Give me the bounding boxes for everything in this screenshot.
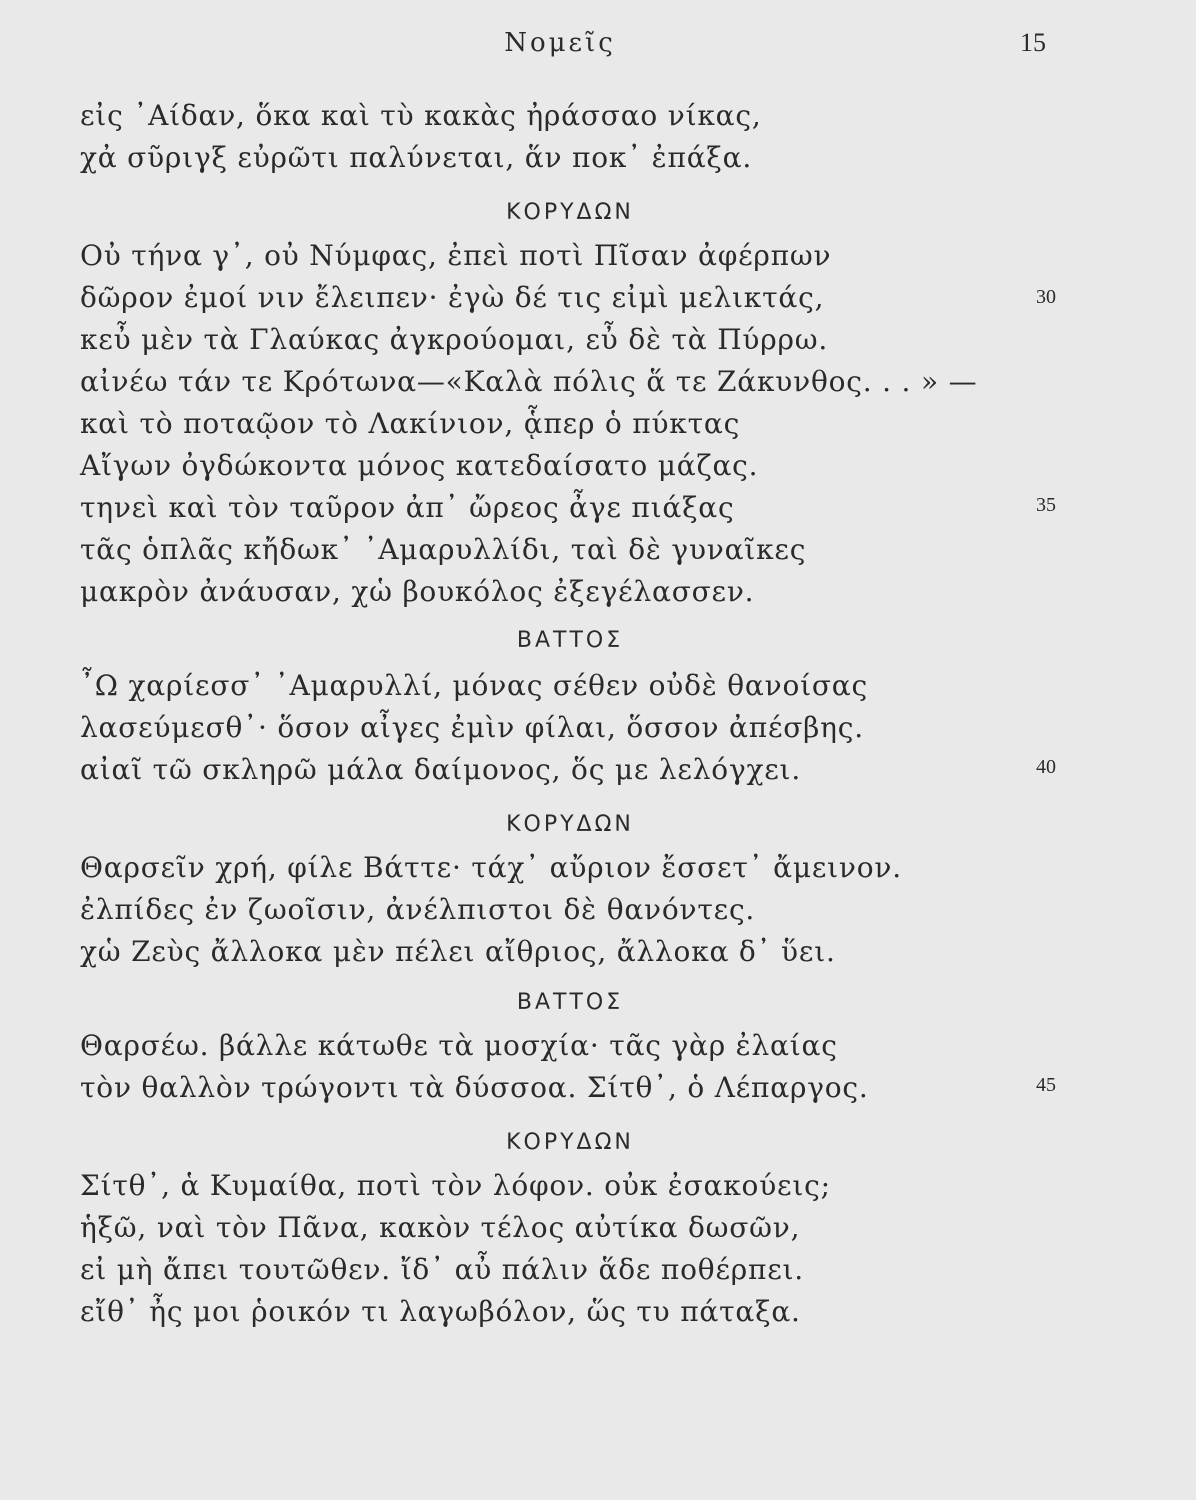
verse-line: Θαρσέω. βάλλε κάτωθε τὰ μοσχία· τᾶς γὰρ ἐλαίας: [80, 1029, 838, 1062]
verse-line: εἰ μὴ ἄπει τουτῶθεν. ἴδ᾿ αὖ πάλιν ἅδε ποθέρπει.: [80, 1253, 804, 1286]
speaker-heading: ΒΑΤΤΟΣ: [516, 990, 624, 1015]
line-number: 45: [1036, 1074, 1056, 1096]
verse-line: εἰς ᾿Αίδαν, ὅκα καὶ τὺ κακὰς ἠράσσαο νίκας,: [80, 99, 762, 132]
verse-line: δῶρον ἐμοί νιν ἔλειπεν· ἐγὼ δέ τις εἰμὶ μελικτάς,: [80, 281, 825, 314]
line-number: 30: [1036, 286, 1056, 308]
verse-line: χὡ Ζεὺς ἄλλοκα μὲν πέλει αἴθριος, ἄλλοκα δ᾿ ὕει.: [80, 935, 836, 968]
line-number: 40: [1036, 756, 1056, 778]
verse-line: ἐλπίδες ἐν ζωοῖσιν, ἀνέλπιστοι δὲ θανόντες.: [80, 893, 756, 926]
verse-line: τᾶς ὁπλᾶς κἤδωκ᾿ ᾿Αμαρυλλίδι, ταὶ δὲ γυναῖκες: [80, 533, 807, 566]
verse-line: κεὖ μὲν τὰ Γλαύκας ἀγκρούομαι, εὖ δὲ τὰ Πύρρω.: [80, 323, 829, 356]
verse-line: Οὐ τήνα γ᾿, οὐ Νύμφας, ἐπεὶ ποτὶ Πῖσαν ἀφέρπων: [80, 239, 832, 272]
verse-line: τὸν θαλλὸν τρώγοντι τὰ δύσσοα. Σίτθ᾿, ὁ Λέπαργος.: [80, 1071, 869, 1104]
verse-line: Σίτθ᾿, ἁ Κυμαίθα, ποτὶ τὸν λόφον. οὐκ ἐσακούεις;: [80, 1169, 831, 1202]
speaker-heading: ΒΑΤΤΟΣ: [516, 628, 624, 653]
verse-line: καὶ τὸ ποταῷον τὸ Λακίνιον, ᾇπερ ὁ πύκτας: [80, 407, 741, 440]
verse-line: τηνεὶ καὶ τὸν ταῦρον ἀπ᾿ ὤρεος ἆγε πιάξας: [80, 491, 735, 524]
speaker-heading: ΚΟΡΥΔΩΝ: [506, 812, 634, 837]
running-title: Νομεῖς: [504, 28, 616, 58]
verse-line: ῏Ω χαρίεσσ᾿ ᾿Αμαρυλλί, μόνας σέθεν οὐδὲ θανοίσας: [80, 669, 869, 702]
verse-line: Αἴγων ὀγδώκοντα μόνος κατεδαίσατο μάζας.: [80, 449, 759, 482]
verse-line: ἡξῶ, ναὶ τὸν Πᾶνα, κακὸν τέλος αὐτίκα δωσῶν,: [80, 1211, 801, 1244]
verse-line: Θαρσεῖν χρή, φίλε Βάττε· τάχ᾿ αὔριον ἔσσετ᾿ ἄμεινον.: [80, 851, 902, 884]
verse-line: αἰνέω τάν τε Κρότωνα—«Καλὰ πόλις ἅ τε Ζάκυνθος. . . » —: [80, 365, 978, 398]
verse-line: μακρὸν ἀνάυσαν, χὡ βουκόλος ἐξεγέλασσεν.: [80, 575, 755, 608]
verse-line: λασεύμεσθ᾿· ὅσον αἶγες ἐμὶν φίλαι, ὅσσον ἀπέσβης.: [80, 711, 864, 744]
speaker-heading: ΚΟΡΥΔΩΝ: [506, 1130, 634, 1155]
page-number: 15: [1020, 28, 1046, 57]
speaker-heading: ΚΟΡΥΔΩΝ: [506, 200, 634, 225]
verse-line: χἀ σῦριγξ εὐρῶτι παλύνεται, ἅν ποκ᾿ ἐπάξα.: [80, 141, 753, 174]
verse-line: αἰαῖ τῶ σκληρῶ μάλα δαίμονος, ὅς με λελόγχει.: [80, 753, 802, 786]
verse-line: εἴθ᾿ ἦς μοι ῥοικόν τι λαγωβόλον, ὥς τυ πάταξα.: [80, 1295, 801, 1328]
line-number: 35: [1036, 494, 1056, 516]
